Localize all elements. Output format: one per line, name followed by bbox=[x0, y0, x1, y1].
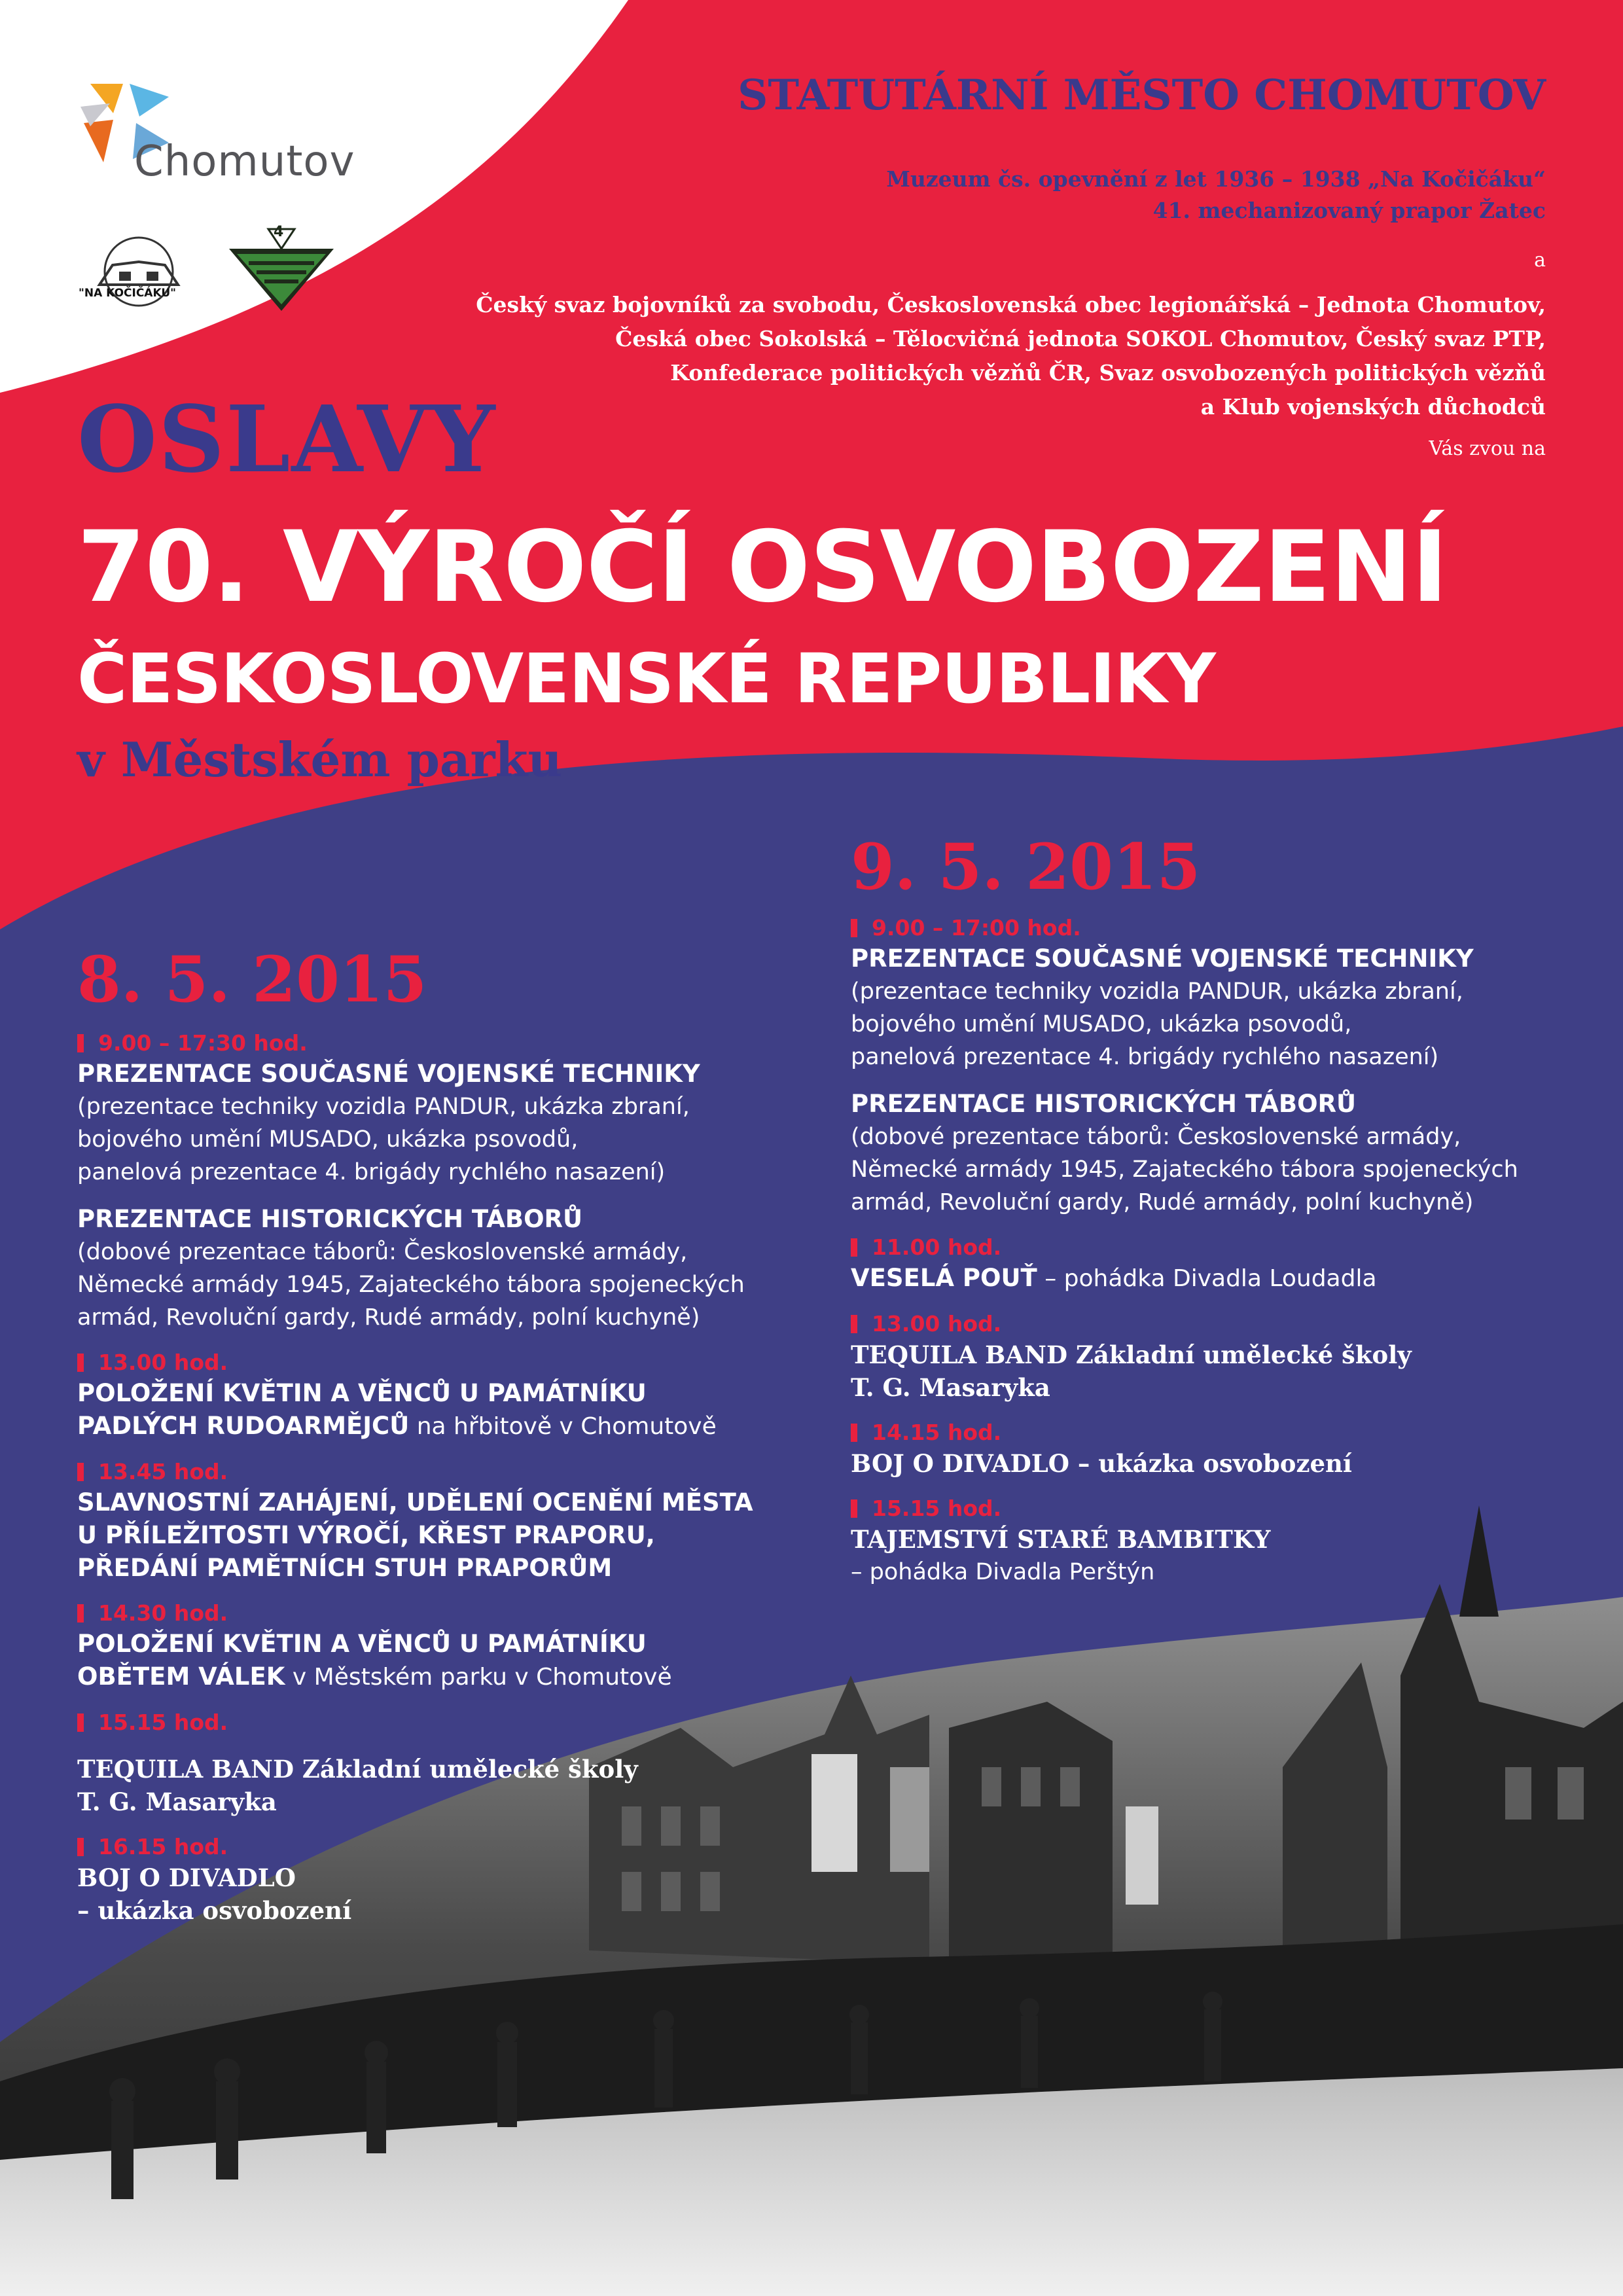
day1-event-7 bbox=[77, 1833, 810, 1927]
event-title-part: PADLÝCH RUDOARMĚJCŮ bbox=[77, 1412, 410, 1440]
event-title-line bbox=[851, 1262, 1584, 1295]
co-organizer-battalion: 41. mechanizovaný prapor Žatec bbox=[1152, 198, 1546, 223]
event-time: 15.15 hod. bbox=[77, 1708, 810, 1737]
event-desc-line: Německé armády 1945, Zajateckého tábora spojeneckých bbox=[851, 1157, 1518, 1183]
co-organizer-museum: Muzeum čs. opevnění z let 1936 – 1938 „Na Kočičáku“ bbox=[886, 166, 1546, 192]
event-time: 13.45 hod. bbox=[77, 1458, 810, 1486]
partner-line-4: a Klub vojenských důchodců bbox=[1200, 394, 1546, 420]
museum-logo-text: "NA KOČIČÁKU" bbox=[79, 287, 176, 300]
event-title: PREZENTACE SOUČASNÉ VOJENSKÉ TECHNIKY bbox=[77, 1060, 700, 1088]
event-desc-line: (dobové prezentace táborů: Československé armády, bbox=[851, 1124, 1461, 1150]
event-desc-line: bojového umění MUSADO, ukázka psovodů, bbox=[851, 1011, 1352, 1037]
day2-event-3 bbox=[851, 1233, 1584, 1295]
event-time: 9.00 – 17:00 hod. bbox=[851, 914, 1584, 942]
event-title: PREZENTACE SOUČASNÉ VOJENSKÉ TECHNIKY bbox=[851, 944, 1474, 973]
event-time: 16.15 hod. bbox=[77, 1833, 810, 1861]
event-desc-line: Německé armády 1945, Zajateckého tábora spojeneckých bbox=[77, 1272, 745, 1298]
event-title-part: VESELÁ POUŤ bbox=[851, 1264, 1037, 1292]
event-time: 15.15 hod. bbox=[851, 1494, 1584, 1523]
and-word: a bbox=[1534, 249, 1546, 272]
headline-oslavy: OSLAVY bbox=[77, 386, 497, 493]
organizer-title: STATUTÁRNÍ MĚSTO CHOMUTOV bbox=[738, 71, 1546, 120]
event-title: TEQUILA BAND Základní umělecké školy bbox=[851, 1340, 1412, 1369]
day1-date: 8. 5. 2015 bbox=[77, 942, 427, 1016]
partner-line-3: Konfederace politických vězňů ČR, Svaz osvobozených politických vězňů bbox=[670, 360, 1546, 386]
event-desc-line: armád, Revoluční gardy, Rudé armády, polní kuchyně) bbox=[851, 1189, 1474, 1215]
event-title: TAJEMSTVÍ STARÉ BAMBITKY bbox=[851, 1525, 1271, 1554]
day2-program bbox=[851, 914, 1584, 1603]
event-title: SLAVNOSTNÍ ZAHÁJENÍ, UDĚLENÍ OCENĚNÍ MĚSTA bbox=[77, 1488, 753, 1516]
museum-logo bbox=[73, 236, 204, 308]
invite-text: Vás zvou na bbox=[1429, 437, 1546, 460]
event-title: T. G. Masaryka bbox=[851, 1373, 1050, 1402]
partner-line-1: Český svaz bojovníků za svobodu, Československá obec legionářská – Jednota Chomutov, bbox=[476, 292, 1546, 317]
day1-event-3 bbox=[77, 1348, 810, 1443]
event-title: POLOŽENÍ KVĚTIN A VĚNCŮ U PAMÁTNÍKU bbox=[77, 1630, 647, 1658]
day2-event-6 bbox=[851, 1494, 1584, 1588]
event-desc-line: panelová prezentace 4. brigády rychlého nasazení) bbox=[77, 1159, 666, 1185]
event-time: 14.15 hod. bbox=[851, 1418, 1584, 1447]
event-location: na hřbitově v Chomutově bbox=[409, 1413, 717, 1440]
event-title: BOJ O DIVADLO – ukázka osvobození bbox=[851, 1449, 1352, 1478]
event-title: PREZENTACE HISTORICKÝCH TÁBORŮ bbox=[77, 1205, 583, 1233]
event-title: PŘEDÁNÍ PAMĚTNÍCH STUH PRAPORŮM bbox=[77, 1554, 613, 1582]
event-time: 13.00 hod. bbox=[77, 1348, 810, 1377]
event-time: 11.00 hod. bbox=[851, 1233, 1584, 1262]
event-location: v Městském parku v Chomutově bbox=[285, 1664, 672, 1691]
headline-main: 70. VÝROČÍ OSVOBOZENÍ bbox=[77, 511, 1448, 624]
day1-event-1 bbox=[77, 1029, 810, 1189]
event-time: 9.00 – 17:30 hod. bbox=[77, 1029, 810, 1058]
day1-program bbox=[77, 1029, 810, 1941]
headline-place: v Městském parku bbox=[77, 732, 562, 787]
day1-event-2 bbox=[77, 1203, 810, 1334]
event-title: – ukázka osvobození bbox=[77, 1896, 352, 1925]
event-desc-line: (prezentace techniky vozidla PANDUR, ukázka zbraní, bbox=[77, 1094, 690, 1120]
day2-event-5 bbox=[851, 1418, 1584, 1480]
event-title: T. G. Masaryka bbox=[77, 1787, 277, 1816]
event-desc-line: (prezentace techniky vozidla PANDUR, ukázka zbraní, bbox=[851, 978, 1463, 1005]
city-logo-text: Chomutov bbox=[134, 137, 355, 186]
day1-event-4 bbox=[77, 1458, 810, 1585]
event-title: U PŘÍLEŽITOSTI VÝROČÍ, KŘEST PRAPORU, bbox=[77, 1521, 655, 1549]
event-subtitle: – pohádka Divadla Perštýn bbox=[851, 1559, 1155, 1585]
event-title: TEQUILA BAND Základní umělecké školy bbox=[77, 1755, 638, 1784]
day1-event-5 bbox=[77, 1599, 810, 1694]
event-title-line bbox=[77, 1410, 810, 1443]
day2-date: 9. 5. 2015 bbox=[851, 830, 1201, 904]
event-location: – pohádka Divadla Loudadla bbox=[1037, 1265, 1377, 1292]
event-desc-line: panelová prezentace 4. brigády rychlého nasazení) bbox=[851, 1044, 1439, 1070]
event-title: BOJ O DIVADLO bbox=[77, 1863, 296, 1892]
event-desc-line: (dobové prezentace táborů: Československé armády, bbox=[77, 1239, 688, 1265]
day2-event-4 bbox=[851, 1310, 1584, 1404]
event-time: 13.00 hod. bbox=[851, 1310, 1584, 1338]
brigade-badge-number: 4 bbox=[274, 224, 284, 240]
headline-sub: ČESKOSLOVENSKÉ REPUBLIKY bbox=[77, 639, 1215, 719]
day1-event-6 bbox=[77, 1708, 810, 1818]
event-time: 14.30 hod. bbox=[77, 1599, 810, 1628]
event-title: POLOŽENÍ KVĚTIN A VĚNCŮ U PAMÁTNÍKU bbox=[77, 1379, 647, 1407]
event-title: PREZENTACE HISTORICKÝCH TÁBORŮ bbox=[851, 1090, 1357, 1118]
partner-line-2: Česká obec Sokolská – Tělocvičná jednota SOKOL Chomutov, Český svaz PTP, bbox=[615, 326, 1546, 351]
event-title-line bbox=[77, 1660, 810, 1694]
day2-event-1 bbox=[851, 914, 1584, 1073]
event-title-part: OBĚTEM VÁLEK bbox=[77, 1662, 285, 1691]
event-desc-line: armád, Revoluční gardy, Rudé armády, polní kuchyně) bbox=[77, 1304, 700, 1331]
day2-event-2 bbox=[851, 1088, 1584, 1219]
event-desc-line: bojového umění MUSADO, ukázka psovodů, bbox=[77, 1126, 579, 1153]
